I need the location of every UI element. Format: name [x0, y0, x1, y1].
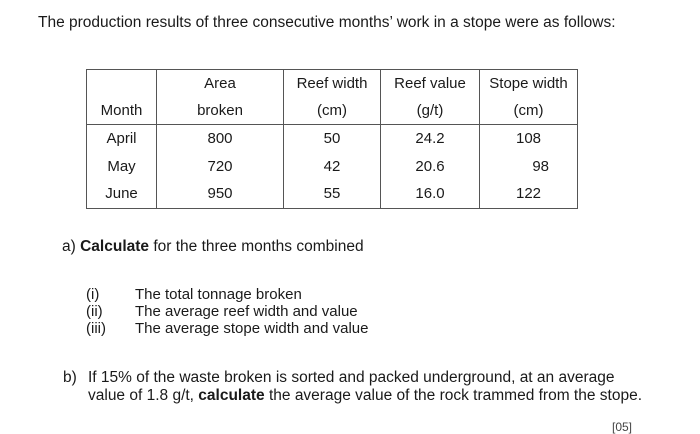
table-row: [87, 125, 578, 153]
item-number: (i): [86, 286, 100, 303]
table-cell: 50: [284, 125, 381, 153]
list-item: [86, 286, 369, 303]
item-number: (iii): [86, 320, 106, 337]
question-a-items: [86, 286, 369, 337]
table-cell: 950: [157, 180, 284, 208]
question-b-text-before: If 15% of the waste broken is sorted and packed underground, at an average value of 1.8 g/t,: [88, 369, 615, 404]
production-table: [86, 69, 578, 209]
question-a-bold: Calculate: [80, 238, 150, 255]
table-cell: 55: [284, 180, 381, 208]
header-cell: (cm): [284, 97, 381, 125]
marks-label: [05]: [612, 420, 633, 434]
header-cell: [87, 70, 157, 98]
question-a-label: a): [62, 238, 76, 255]
table-cell: 98: [480, 153, 578, 181]
header-cell: Area: [157, 70, 284, 98]
table-header-row-1: [87, 70, 578, 98]
intro-text: The production results of three consecutive months’ work in a stope were as follows:: [38, 14, 616, 31]
table-cell: 42: [284, 153, 381, 181]
table-cell: June: [87, 180, 157, 208]
question-b-label: b): [63, 369, 77, 386]
table-cell: April: [87, 125, 157, 153]
question-b-text-after: the average value of the rock trammed from the stope.: [264, 387, 643, 404]
header-cell: broken: [157, 97, 284, 125]
header-cell: (cm): [480, 97, 578, 125]
list-item: [86, 320, 369, 337]
list-item: [86, 303, 369, 320]
header-cell: Reef width: [284, 70, 381, 98]
item-number: (ii): [86, 303, 103, 320]
table-cell: 108: [480, 125, 578, 153]
header-cell: Stope width: [480, 70, 578, 98]
table-cell: 720: [157, 153, 284, 181]
item-text: The average reef width and value: [135, 303, 358, 320]
header-cell: (g/t): [381, 97, 480, 125]
question-a-text: for the three months combined: [149, 238, 364, 255]
table-cell: 122: [480, 180, 578, 208]
table-cell: 16.0: [381, 180, 480, 208]
table-cell: 20.6: [381, 153, 480, 181]
table-row: [87, 153, 578, 181]
question-b-bold: calculate: [198, 387, 265, 404]
table-header-row-2: [87, 97, 578, 125]
header-cell: Month: [87, 97, 157, 125]
item-text: The total tonnage broken: [135, 286, 302, 303]
question-b: [88, 369, 648, 405]
item-text: The average stope width and value: [135, 320, 369, 337]
table-row: [87, 180, 578, 208]
question-a: [62, 238, 364, 256]
header-cell: Reef value: [381, 70, 480, 98]
table-cell: May: [87, 153, 157, 181]
table-cell: 24.2: [381, 125, 480, 153]
table-cell: 800: [157, 125, 284, 153]
